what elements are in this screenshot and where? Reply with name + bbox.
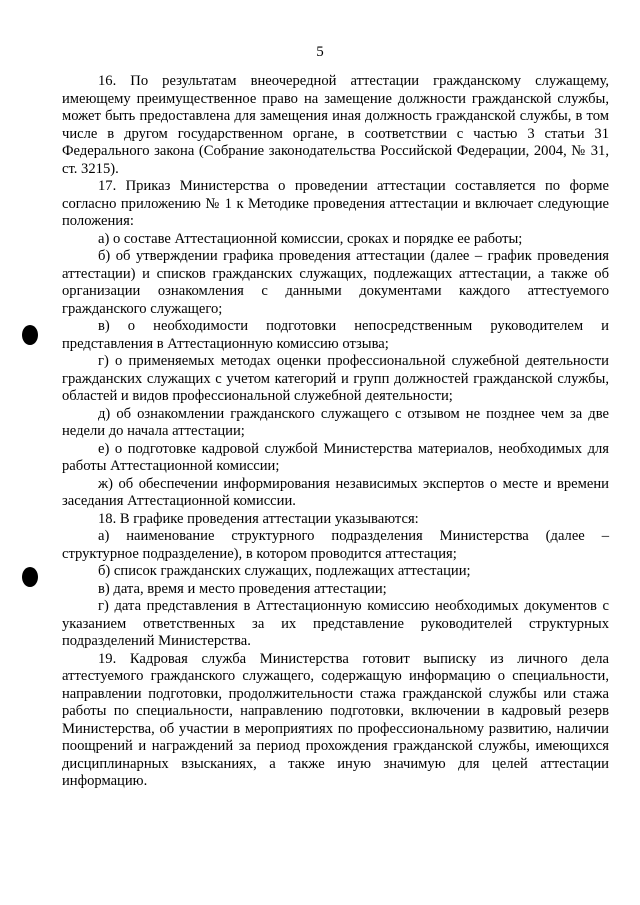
paragraph-18-v: в) дата, время и место проведения аттестации; [98,580,387,597]
paragraph-17-a: а) о составе Аттестационной комиссии, сроках и порядке ее работы; [98,230,523,247]
paragraph-18: 18. В графике проведения аттестации указываются: [98,510,419,527]
document-body [62,73,609,791]
paragraph-18-b: б) список гражданских служащих, подлежащих аттестации; [98,563,471,579]
paragraph-18-a: а) наименование структурного подразделения Министерства (далее – структурное подразделение), в котором проводится аттестация; [62,528,609,562]
paragraph-18-g: г) дата представления в Аттестационную комиссию необходимых документов с указанием ответственных за их представление руководителей структурных подразделений Министерства. [62,598,609,649]
paragraph-17-g: г) о применяемых методах оценки профессиональной служебной деятельности гражданских служащих с учетом категорий и групп должностей гражданской службы, областей и видов профессиональной служебной деятельности; [62,353,609,404]
paragraph-17-e: е) о подготовке кадровой службой Министерства материалов, необходимых для работы Аттестационной комиссии; [62,440,609,474]
punch-hole-bottom [22,567,38,587]
paragraph-17-v: в) о необходимости подготовки непосредственным руководителем и представления в Аттестационную комиссию отзыва; [62,318,609,352]
paragraph-17-zh: ж) об обеспечении информирования независимых экспертов о месте и времени заседания Аттестационной комиссии. [62,475,609,509]
punch-hole-top [22,325,38,345]
paragraph-17: 17. Приказ Министерства о проведении аттестации составляется по форме согласно приложению № 1 к Методике проведения аттестации и включает следующие положения: [62,178,609,229]
paragraph-16: 16. По результатам внеочередной аттестации гражданскому служащему, имеющему преимущественное право на замещение должности гражданской службы, может быть предоставлена для замещения иная должность гражданской службы, в том числе в другом государственном органе, в соответствии с частью 3 статьи 31 Федерального закона (Собрание законодательства Российской Федерации, 2004, № 31, ст. 3215). [62,73,609,177]
paragraph-17-d: д) об ознакомлении гражданского служащего с отзывом не позднее чем за две недели до начала аттестации; [62,405,609,439]
page-number: 5 [316,44,324,60]
paragraph-19: 19. Кадровая служба Министерства готовит выписку из личного дела аттестуемого гражданского служащего, содержащую информацию о специальности, направлении подготовки, продолжительности стажа гражданской службы или стажа работы по специальности, направлению подготовки, включении в кадровый резерв Министерства, об участии в мероприятиях по профессиональному развитию, наличии поощрений и награждений за период прохождения гражданской службы, имеющихся дисциплинарных взысканиях, а также иную значимую для целей аттестации информацию. [62,650,609,789]
paragraph-17-b: б) об утверждении графика проведения аттестации (далее – график проведения аттестации) и списков гражданских служащих, подлежащих аттестации, а также об организации ознакомления с данными документами каждого аттестуемого гражданского служащего; [62,248,609,317]
